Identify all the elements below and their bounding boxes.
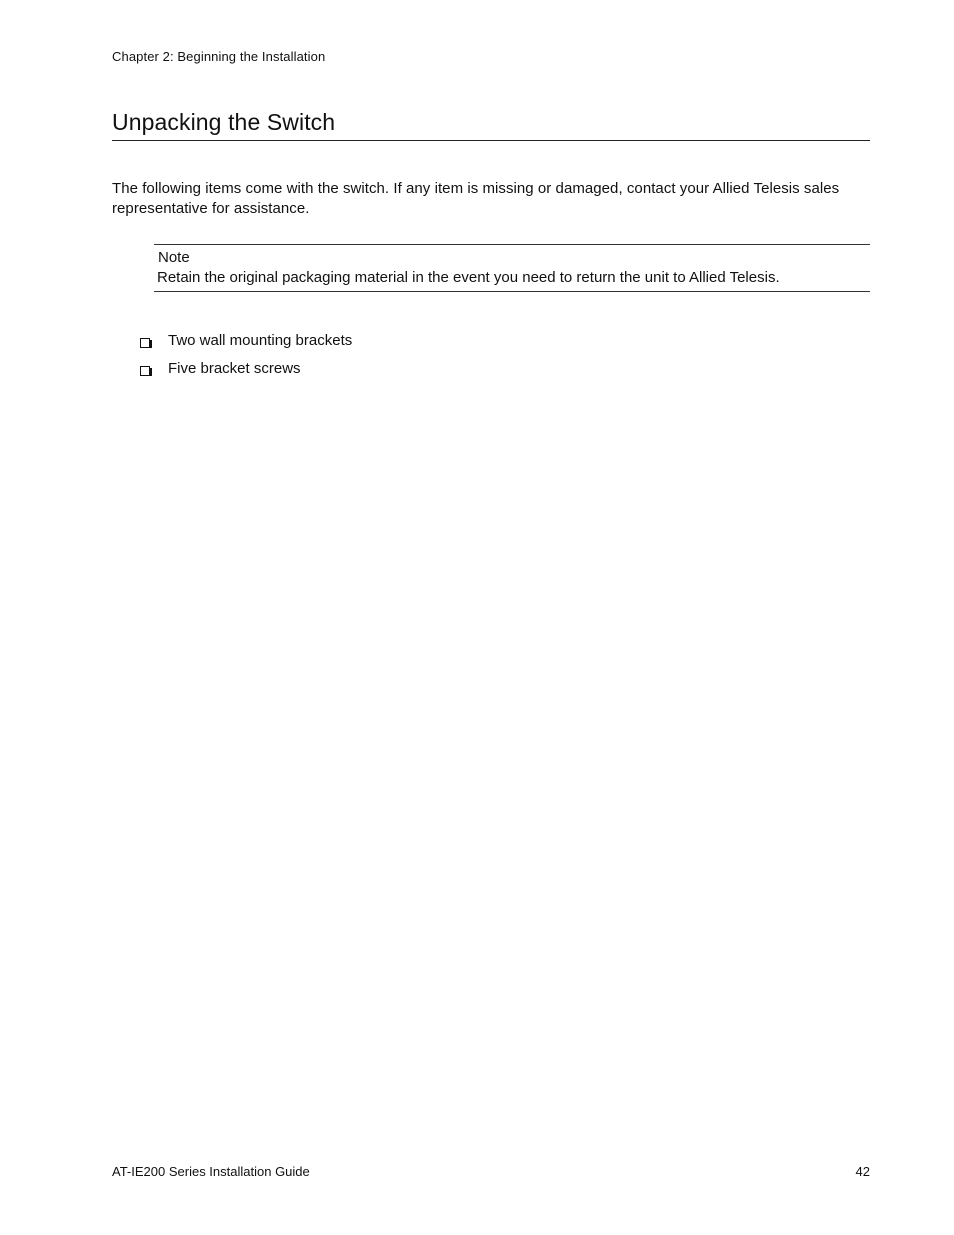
title-divider bbox=[112, 140, 870, 141]
section-title: Unpacking the Switch bbox=[112, 109, 336, 135]
list-item-label: Two wall mounting brackets bbox=[168, 332, 353, 349]
note-text: Retain the original packaging material in the event you need to return the unit to Allied Telesis. bbox=[157, 269, 780, 286]
list-item-label: Five bracket screws bbox=[168, 360, 301, 377]
intro-paragraph: The following items come with the switch. If any item is missing or damaged, contact your Allied Telesis sales representative for assistance. bbox=[112, 180, 840, 217]
note-box bbox=[154, 244, 870, 292]
page-number: 42 bbox=[855, 1164, 870, 1179]
package-items-list bbox=[140, 327, 352, 383]
checkbox-icon bbox=[140, 364, 152, 376]
list-item bbox=[140, 355, 352, 383]
footer-guide-title: AT-IE200 Series Installation Guide bbox=[112, 1164, 310, 1179]
checkbox-icon bbox=[140, 336, 152, 348]
list-item bbox=[140, 327, 352, 355]
note-heading: Note bbox=[158, 249, 190, 266]
running-header: Chapter 2: Beginning the Installation bbox=[112, 49, 326, 64]
